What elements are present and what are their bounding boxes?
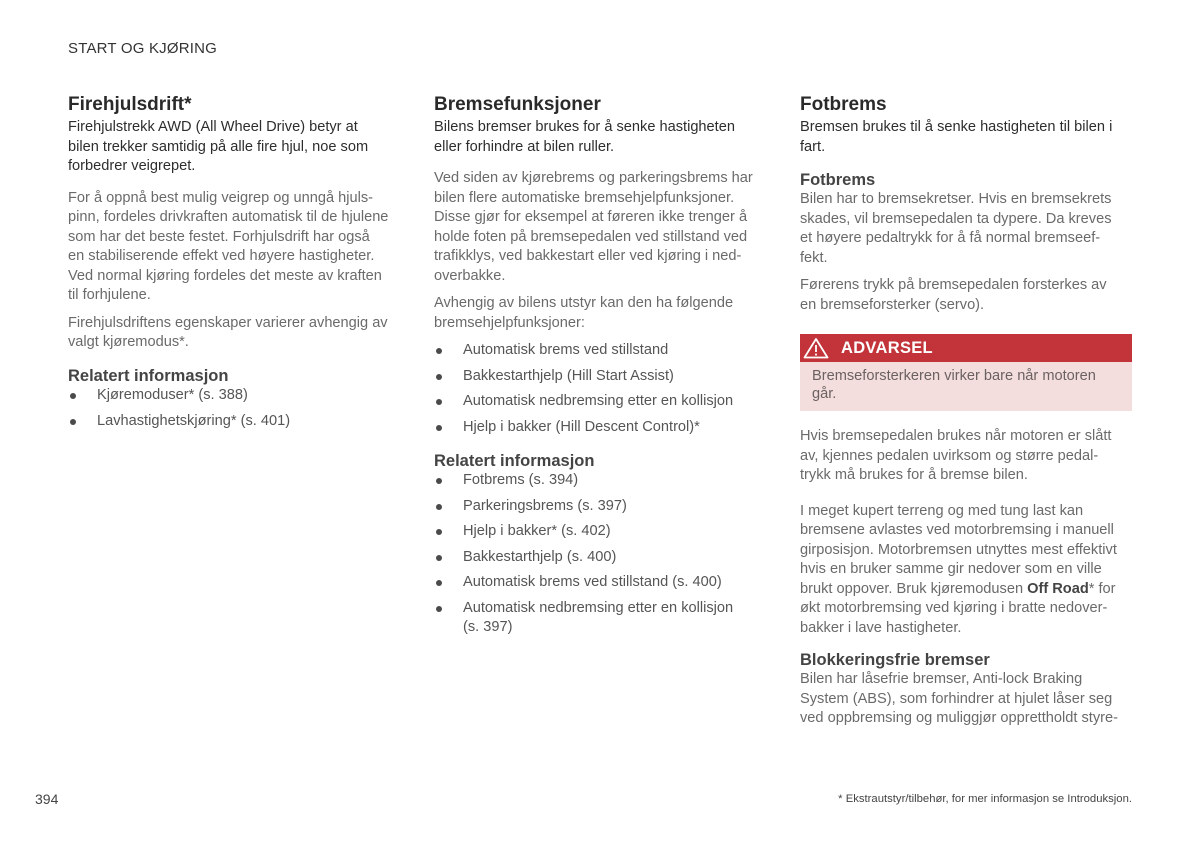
- warning-box: [800, 334, 1132, 411]
- heading-firehjulsdrift: Firehjulsdrift*: [68, 94, 192, 115]
- body-paragraph: Firehjulsdriftens egenskaper varierer avhengig av valgt kjøremodus*.: [68, 314, 388, 350]
- related-info-list: [68, 386, 400, 432]
- warning-title: ADVARSEL: [841, 338, 933, 357]
- footnote: * Ekstrautstyr/tilbehør, for mer informasjon se Introduksjon.: [838, 793, 1132, 805]
- column-bremsefunksjoner: [434, 94, 766, 638]
- lead-paragraph: Bremsen brukes til å senke hastigheten til bilen i fart.: [800, 119, 1113, 155]
- related-link[interactable]: Automatisk nedbremsing etter en kollisjon (s. 397): [434, 599, 766, 638]
- page-number: 394: [35, 791, 59, 807]
- body-paragraph: Ved siden av kjørebrems og parkeringsbrems har bilen flere automatiske bremsehjelpfunksjoner. Disse gjør for eksempel at føreren ikke trenger å holde foten på bremsepedalen ved stillstand ved trafikklys, ved bakkestart eller ved kjøring i ned- overbakke.: [434, 170, 753, 284]
- heading-bremsefunksjoner: Bremsefunksjoner: [434, 94, 601, 115]
- brake-functions-list: [434, 341, 766, 437]
- list-item: Bakkestarthjelp (Hill Start Assist): [434, 367, 766, 387]
- warning-header: [800, 334, 1132, 362]
- lead-paragraph: Bilens bremser brukes for å senke hastigheten eller forhindre at bilen ruller.: [434, 119, 735, 155]
- warning-text: Bremseforsterkeren virker bare når motoren går.: [800, 362, 1132, 411]
- related-link[interactable]: Kjøremoduser* (s. 388): [68, 386, 400, 406]
- related-link[interactable]: Lavhastighetskjøring* (s. 401): [68, 412, 400, 432]
- subheading-fotbrems: Fotbrems: [800, 171, 876, 189]
- related-link[interactable]: Fotbrems (s. 394): [434, 471, 766, 491]
- related-info-heading: Relatert informasjon: [434, 452, 595, 470]
- body-paragraph: Hvis bremsepedalen brukes når motoren er slått av, kjennes pedalen uvirksom og større pedal- trykk må brukes for å bremse bilen.: [800, 428, 1112, 483]
- related-info-heading: Relatert informasjon: [68, 366, 229, 385]
- related-info-list: [434, 471, 766, 638]
- related-link[interactable]: Bakkestarthjelp (s. 400): [434, 548, 766, 568]
- column-fotbrems: [800, 94, 1132, 729]
- list-item: Automatisk brems ved stillstand: [434, 341, 766, 361]
- related-link[interactable]: Hjelp i bakker* (s. 402): [434, 522, 766, 542]
- section-header: START OG KJØRING: [68, 40, 218, 57]
- lead-paragraph: Firehjulstrekk AWD (All Wheel Drive) betyr at bilen trekker samtidig på alle fire hjul, noe som forbedrer veigrepet.: [68, 119, 369, 174]
- list-item: Hjelp i bakker (Hill Descent Control)*: [434, 418, 766, 438]
- body-paragraph: Førerens trykk på bremsepedalen forsterkes av en bremseforsterker (servo).: [800, 277, 1107, 313]
- warning-triangle-icon: [803, 337, 829, 359]
- body-paragraph: Bilen har låsefrie bremser, Anti-lock Braking System (ABS), som forhindrer at hjulet låser seg ved oppbremsing og muliggjør opprettholdt styre-: [800, 671, 1118, 726]
- related-link[interactable]: Parkeringsbrems (s. 397): [434, 497, 766, 517]
- body-paragraph: For å oppnå best mulig veigrep og unngå hjuls- pinn, fordeles drivkraften automatisk til de hjulene som har det beste festet. Forhjulsdrift har også en stabiliserende effekt ved høyere hastigheter. Ved normal kjøring fordeles det meste av kraften til forhjulene.: [68, 189, 389, 303]
- drive-mode-name: Off Road: [1027, 580, 1089, 597]
- body-paragraph: Bilen har to bremsekretser. Hvis en bremsekrets skades, vil bremsepedalen ta dypere. Da kreves et høyere pedaltrykk for å få normal bremseef- fekt.: [800, 191, 1112, 266]
- column-firehjulsdrift: [68, 94, 400, 432]
- heading-fotbrems: Fotbrems: [800, 94, 887, 115]
- subheading-abs: Blokkeringsfrie bremser: [800, 651, 990, 669]
- related-link[interactable]: Automatisk brems ved stillstand (s. 400): [434, 573, 766, 593]
- list-item: Automatisk nedbremsing etter en kollisjon: [434, 392, 766, 412]
- body-paragraph: Avhengig av bilens utstyr kan den ha følgende bremsehjelpfunksjoner:: [434, 295, 734, 331]
- body-paragraph: I meget kupert terreng og med tung last kan bremsene avlastes ved motorbremsing i manuell girposisjon. Motorbremsen utnyttes mest effektivt hvis en bruker samme gir nedover som en ville brukt oppover. Bruk kjøremodusen Off Road* for økt motorbremsing ved kjøring i bratte nedover- bakker i lave hastigheter.: [800, 502, 1117, 636]
